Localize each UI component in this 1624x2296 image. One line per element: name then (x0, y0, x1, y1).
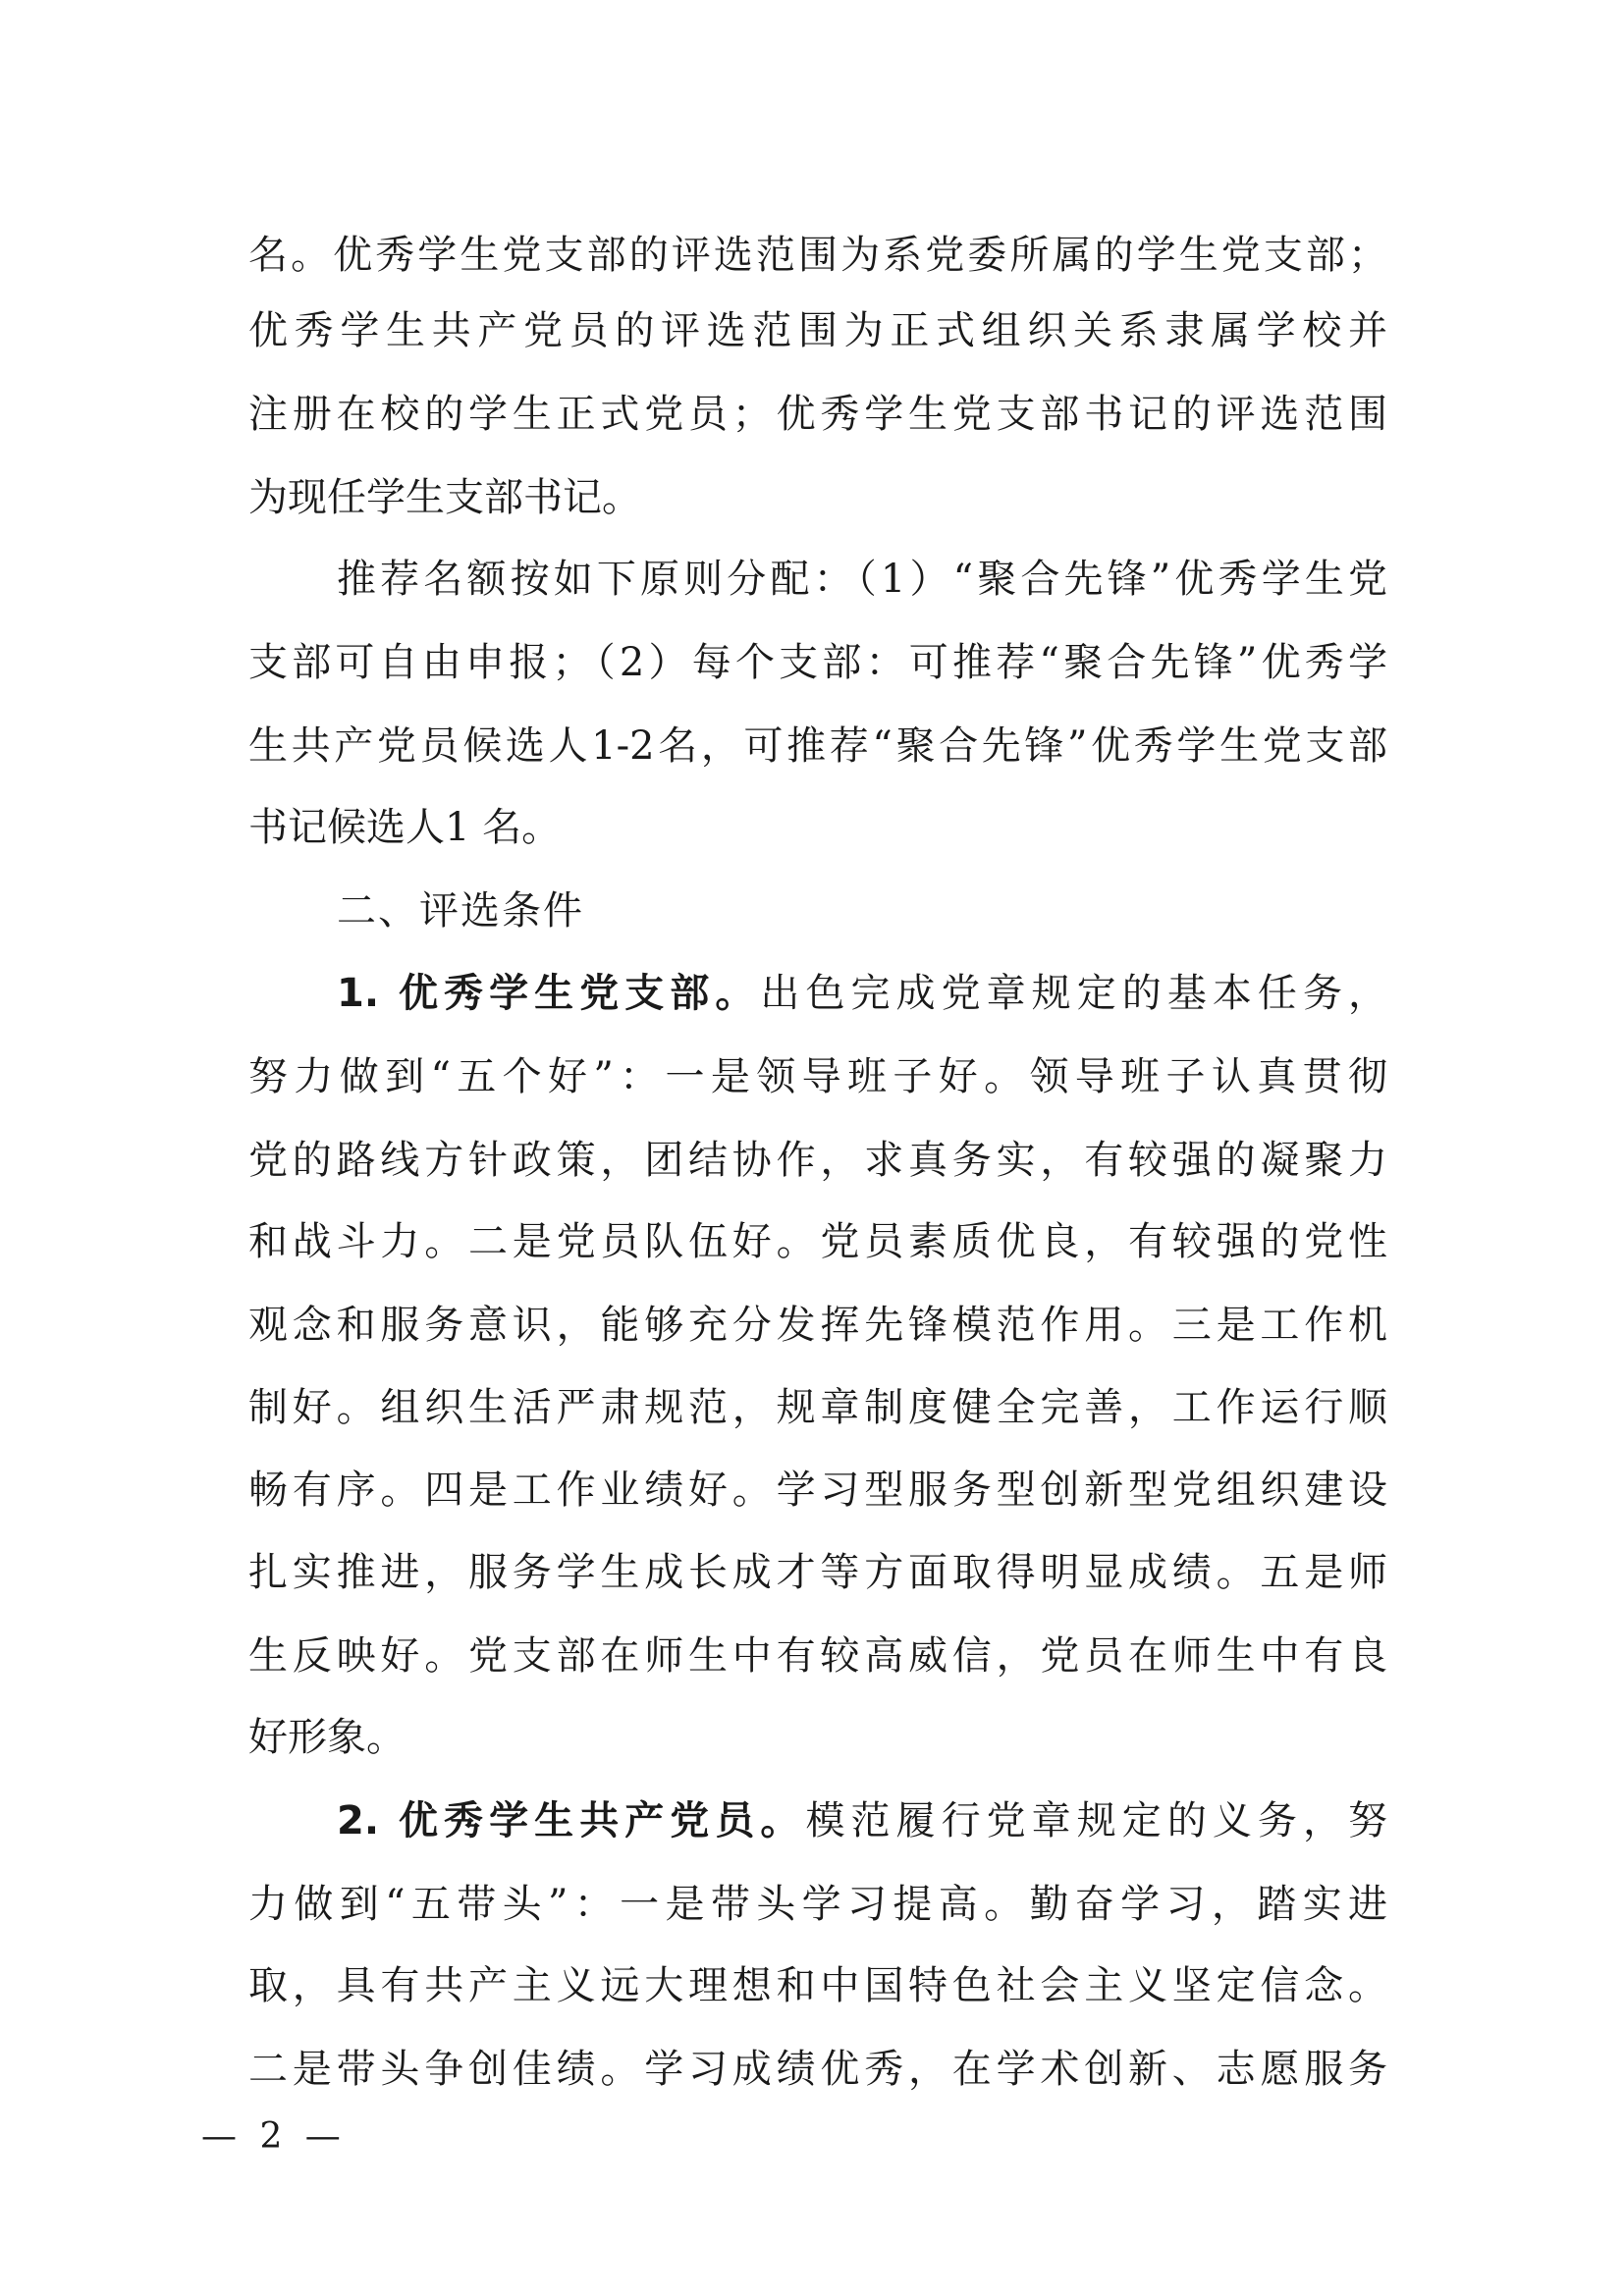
paragraph-line: 力做到“五带头”：一是带头学习提高。勤奋学习，踏实进 (248, 1882, 1387, 1927)
paragraph-line: 好形象。 (248, 1715, 406, 1760)
paragraph-line: 扎实推进，服务学生成长成才等方面取得明显成绩。五是师 (248, 1550, 1387, 1595)
paragraph-line: 生共产党员候选人1-2名，可推荐“聚合先锋”优秀学生党支部 (248, 723, 1387, 769)
paragraph-line: 名。优秀学生党支部的评选范围为系党委所属的学生党支部； (248, 233, 1387, 278)
paragraph-line: 党的路线方针政策，团结协作，求真务实，有较强的凝聚力 (248, 1138, 1387, 1183)
paragraph-line: 和战斗力。二是党员队伍好。党员素质优良，有较强的党性 (248, 1219, 1387, 1264)
item-1-first-line-text: 出色完成党章规定的基本任务， (760, 971, 1388, 1016)
item-1-title: 1. 优秀学生党支部。 (337, 971, 761, 1016)
page-number: — 2 — (201, 2116, 347, 2157)
paragraph-line: 为现任学生支部书记。 (248, 475, 641, 520)
paragraph-line: 推荐名额按如下原则分配：（1）“聚合先锋”优秀学生党 (337, 557, 1387, 602)
paragraph-line: 书记候选人1 名。 (248, 805, 562, 850)
paragraph-line: 支部可自由申报；（2）每个支部：可推荐“聚合先锋”优秀学 (248, 640, 1387, 685)
paragraph-line: 制好。组织生活严肃规范，规章制度健全完善，工作运行顺 (248, 1385, 1387, 1430)
item-2-first-line-text: 模范履行党章规定的义务，努 (805, 1798, 1388, 1843)
paragraph-line: 二是带头争创佳绩。学习成绩优秀，在学术创新、志愿服务 (248, 2047, 1387, 2092)
item-1-first-line (337, 964, 1387, 1023)
paragraph-line: 生反映好。党支部在师生中有较高威信，党员在师生中有良 (248, 1633, 1387, 1679)
paragraph-line: 观念和服务意识，能够充分发挥先锋模范作用。三是工作机 (248, 1303, 1387, 1348)
item-2-first-line (337, 1791, 1387, 1850)
paragraph-line: 取，具有共产主义远大理想和中国特色社会主义坚定信念。 (248, 1963, 1387, 2008)
paragraph-line: 努力做到“五个好”：一是领导班子好。领导班子认真贯彻 (248, 1054, 1387, 1099)
item-2-title: 2. 优秀学生共产党员。 (337, 1798, 806, 1843)
paragraph-line: 畅有序。四是工作业绩好。学习型服务型创新型党组织建设 (248, 1468, 1387, 1513)
paragraph-line: 注册在校的学生正式党员；优秀学生党支部书记的评选范围 (248, 392, 1387, 437)
section-heading: 二、评选条件 (337, 888, 584, 934)
paragraph-line: 优秀学生共产党员的评选范围为正式组织关系隶属学校并 (248, 308, 1387, 353)
